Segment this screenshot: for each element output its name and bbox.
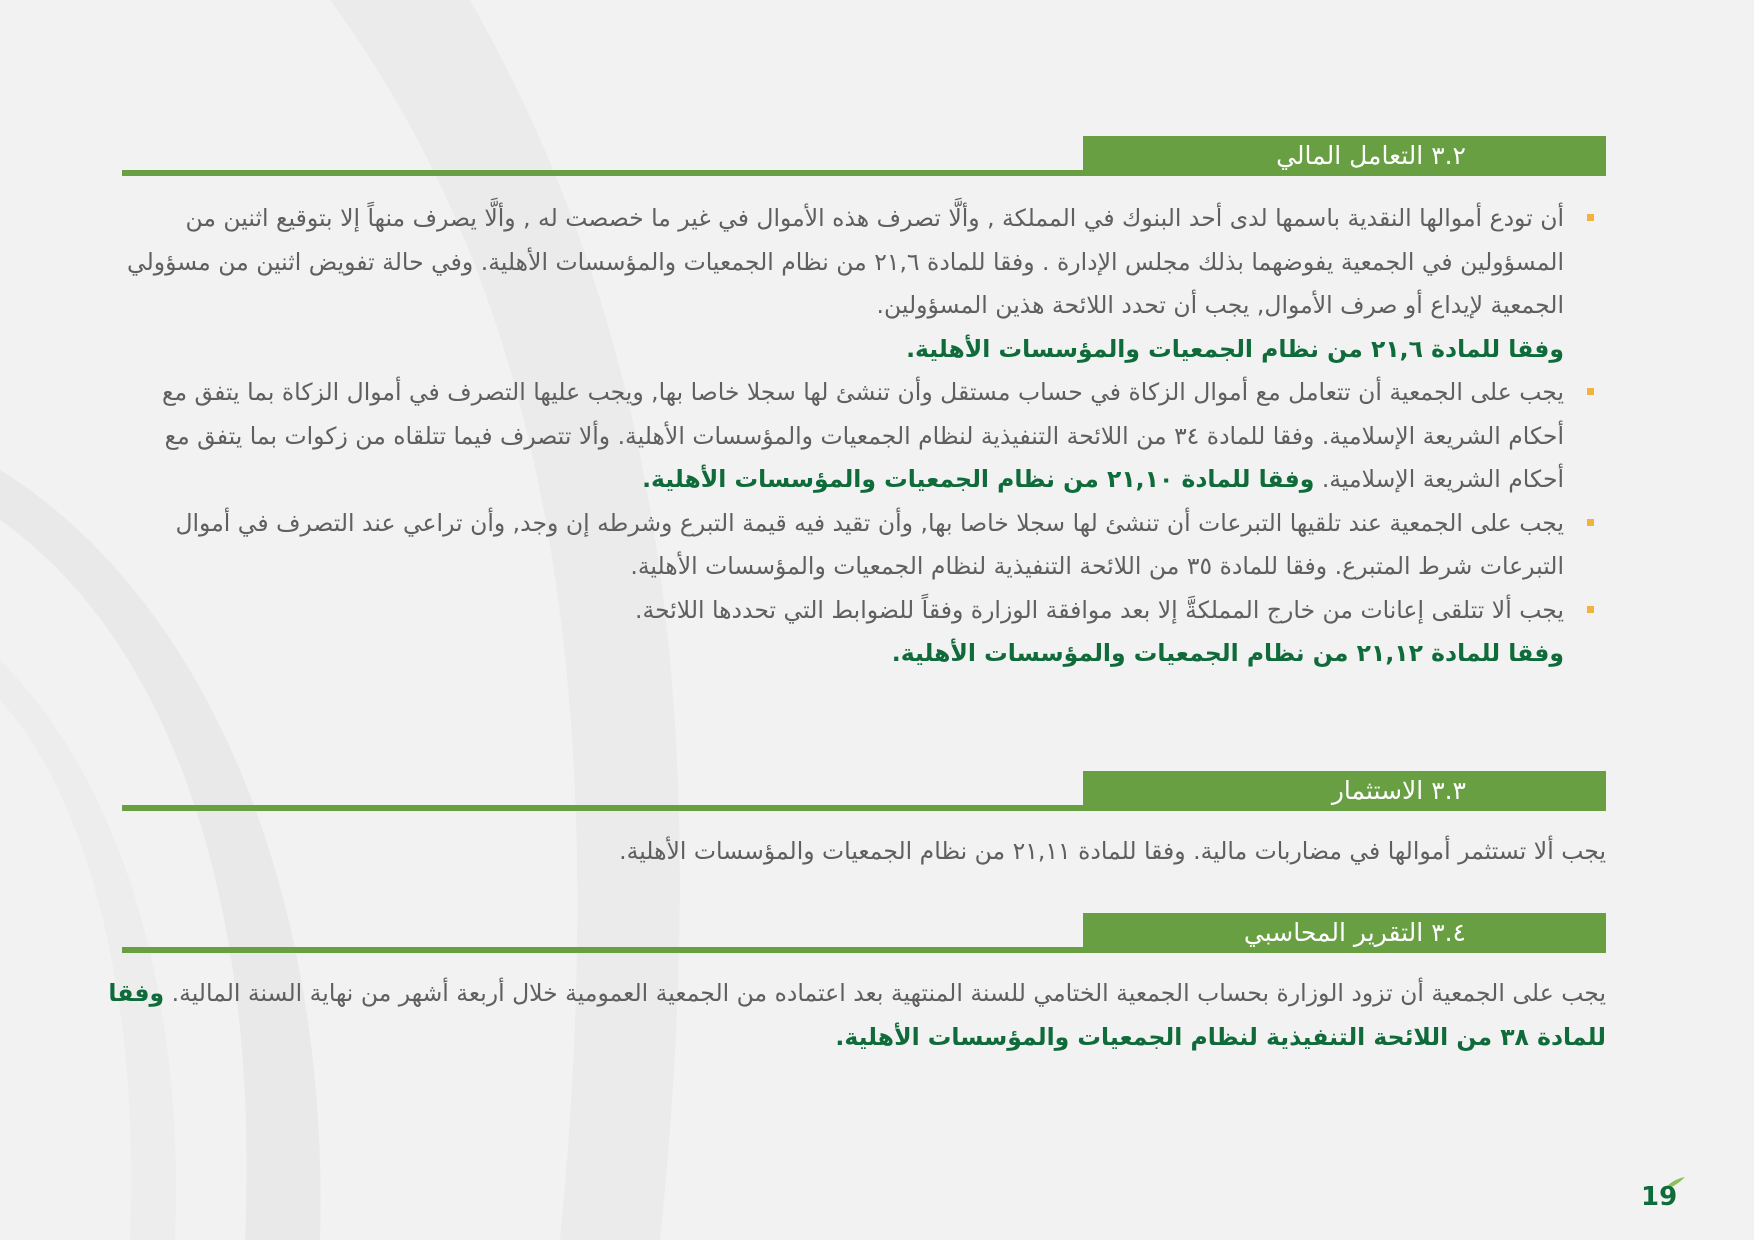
page-number: 19	[1641, 1182, 1678, 1212]
section-title: ٣.٤ التقرير المحاسبي	[1083, 913, 1606, 953]
section-header-investment	[122, 771, 1606, 811]
section-title: ٣.٣ الاستثمار	[1083, 771, 1606, 811]
section-header-accounting	[122, 913, 1606, 953]
section-header-financial	[122, 136, 1606, 176]
article-reference: وفقا للمادة ٢١,١٠ من نظام الجمعيات والمؤسسات الأهلية.	[642, 465, 1315, 493]
investment-text-block	[106, 830, 1606, 874]
bullet-item	[106, 502, 1564, 589]
bullet-item	[106, 197, 1564, 371]
article-reference: وفقا للمادة ٢١,١٢ من نظام الجمعيات والمؤسسات الأهلية.	[891, 639, 1564, 667]
article-reference: وفقا للمادة ٣٨ من اللائحة التنفيذية لنظام الجمعيات والمؤسسات الأهلية.	[108, 979, 1606, 1051]
financial-bullets-block	[106, 197, 1564, 676]
bullet-text: يجب ألا تتلقى إعانات من خارج المملكةَّ إلا بعد موافقة الوزارة وفقاً للضوابط التي تحددها اللائحة.	[635, 595, 1564, 624]
accounting-text: يجب على الجمعية أن تزود الوزارة بحساب الجمعية الختامي للسنة المنتهية بعد اعتماده من الجمعية العمومية خلال أربعة أشهر من نهاية السنة المالية.	[171, 979, 1606, 1007]
bullet-text: أن تودع أموالها النقدية باسمها لدى أحد البنوك في المملكة , وألَّا تصرف هذه الأموال في غير ما خصصت له , وألَّا يصرف منهاً إلا بتوقيع اثنين من المسؤولين في الجمعية يفوضهما بذلك مجلس الإدارة . وفقا للمادة ٢١,٦ من نظام الجمعيات والمؤسسات الأهلية. وفي حالة تفويض اثنين من مسؤولي الجمعية لإيداع أو صرف الأموال, يجب أن تحدد اللائحة هذين المسؤولين.	[126, 204, 1564, 319]
bullet-list	[106, 197, 1564, 676]
bullet-item	[106, 589, 1564, 676]
article-reference: وفقا للمادة ٢١,٦ من نظام الجمعيات والمؤسسات الأهلية.	[906, 334, 1564, 363]
accounting-paragraph	[106, 972, 1606, 1059]
investment-paragraph: يجب ألا تستثمر أموالها في مضاربات مالية. وفقا للمادة ٢١,١١ من نظام الجمعيات والمؤسسات الأهلية.	[619, 837, 1606, 865]
bullet-text: يجب على الجمعية أن تتعامل مع أموال الزكاة في حساب مستقل وأن تنشئ لها سجلا خاصا بها, ويجب عليها التصرف في أموال الزكاة بما يتفق مع أحكام الشريعة الإسلامية. وفقا للمادة ٣٤ من اللائحة التنفيذية لنظام الجمعيات والمؤسسات الأهلية. وألا تتصرف فيما تتلقاه من زكوات بما يتفق مع أحكام الشريعة الإسلامية.	[161, 378, 1564, 493]
accounting-text-block	[106, 972, 1606, 1059]
bullet-item	[106, 371, 1564, 502]
bullet-text: يجب على الجمعية عند تلقيها التبرعات أن تنشئ لها سجلا خاصا بها, وأن تقيد فيه قيمة التبرع وشرطه إن وجد, وأن تراعي عند التصرف في أموال التبرعات شرط المتبرع. وفقا للمادة ٣٥ من اللائحة التنفيذية لنظام الجمعيات والمؤسسات الأهلية.	[175, 508, 1564, 580]
section-title: ٣.٢ التعامل المالي	[1083, 136, 1606, 176]
